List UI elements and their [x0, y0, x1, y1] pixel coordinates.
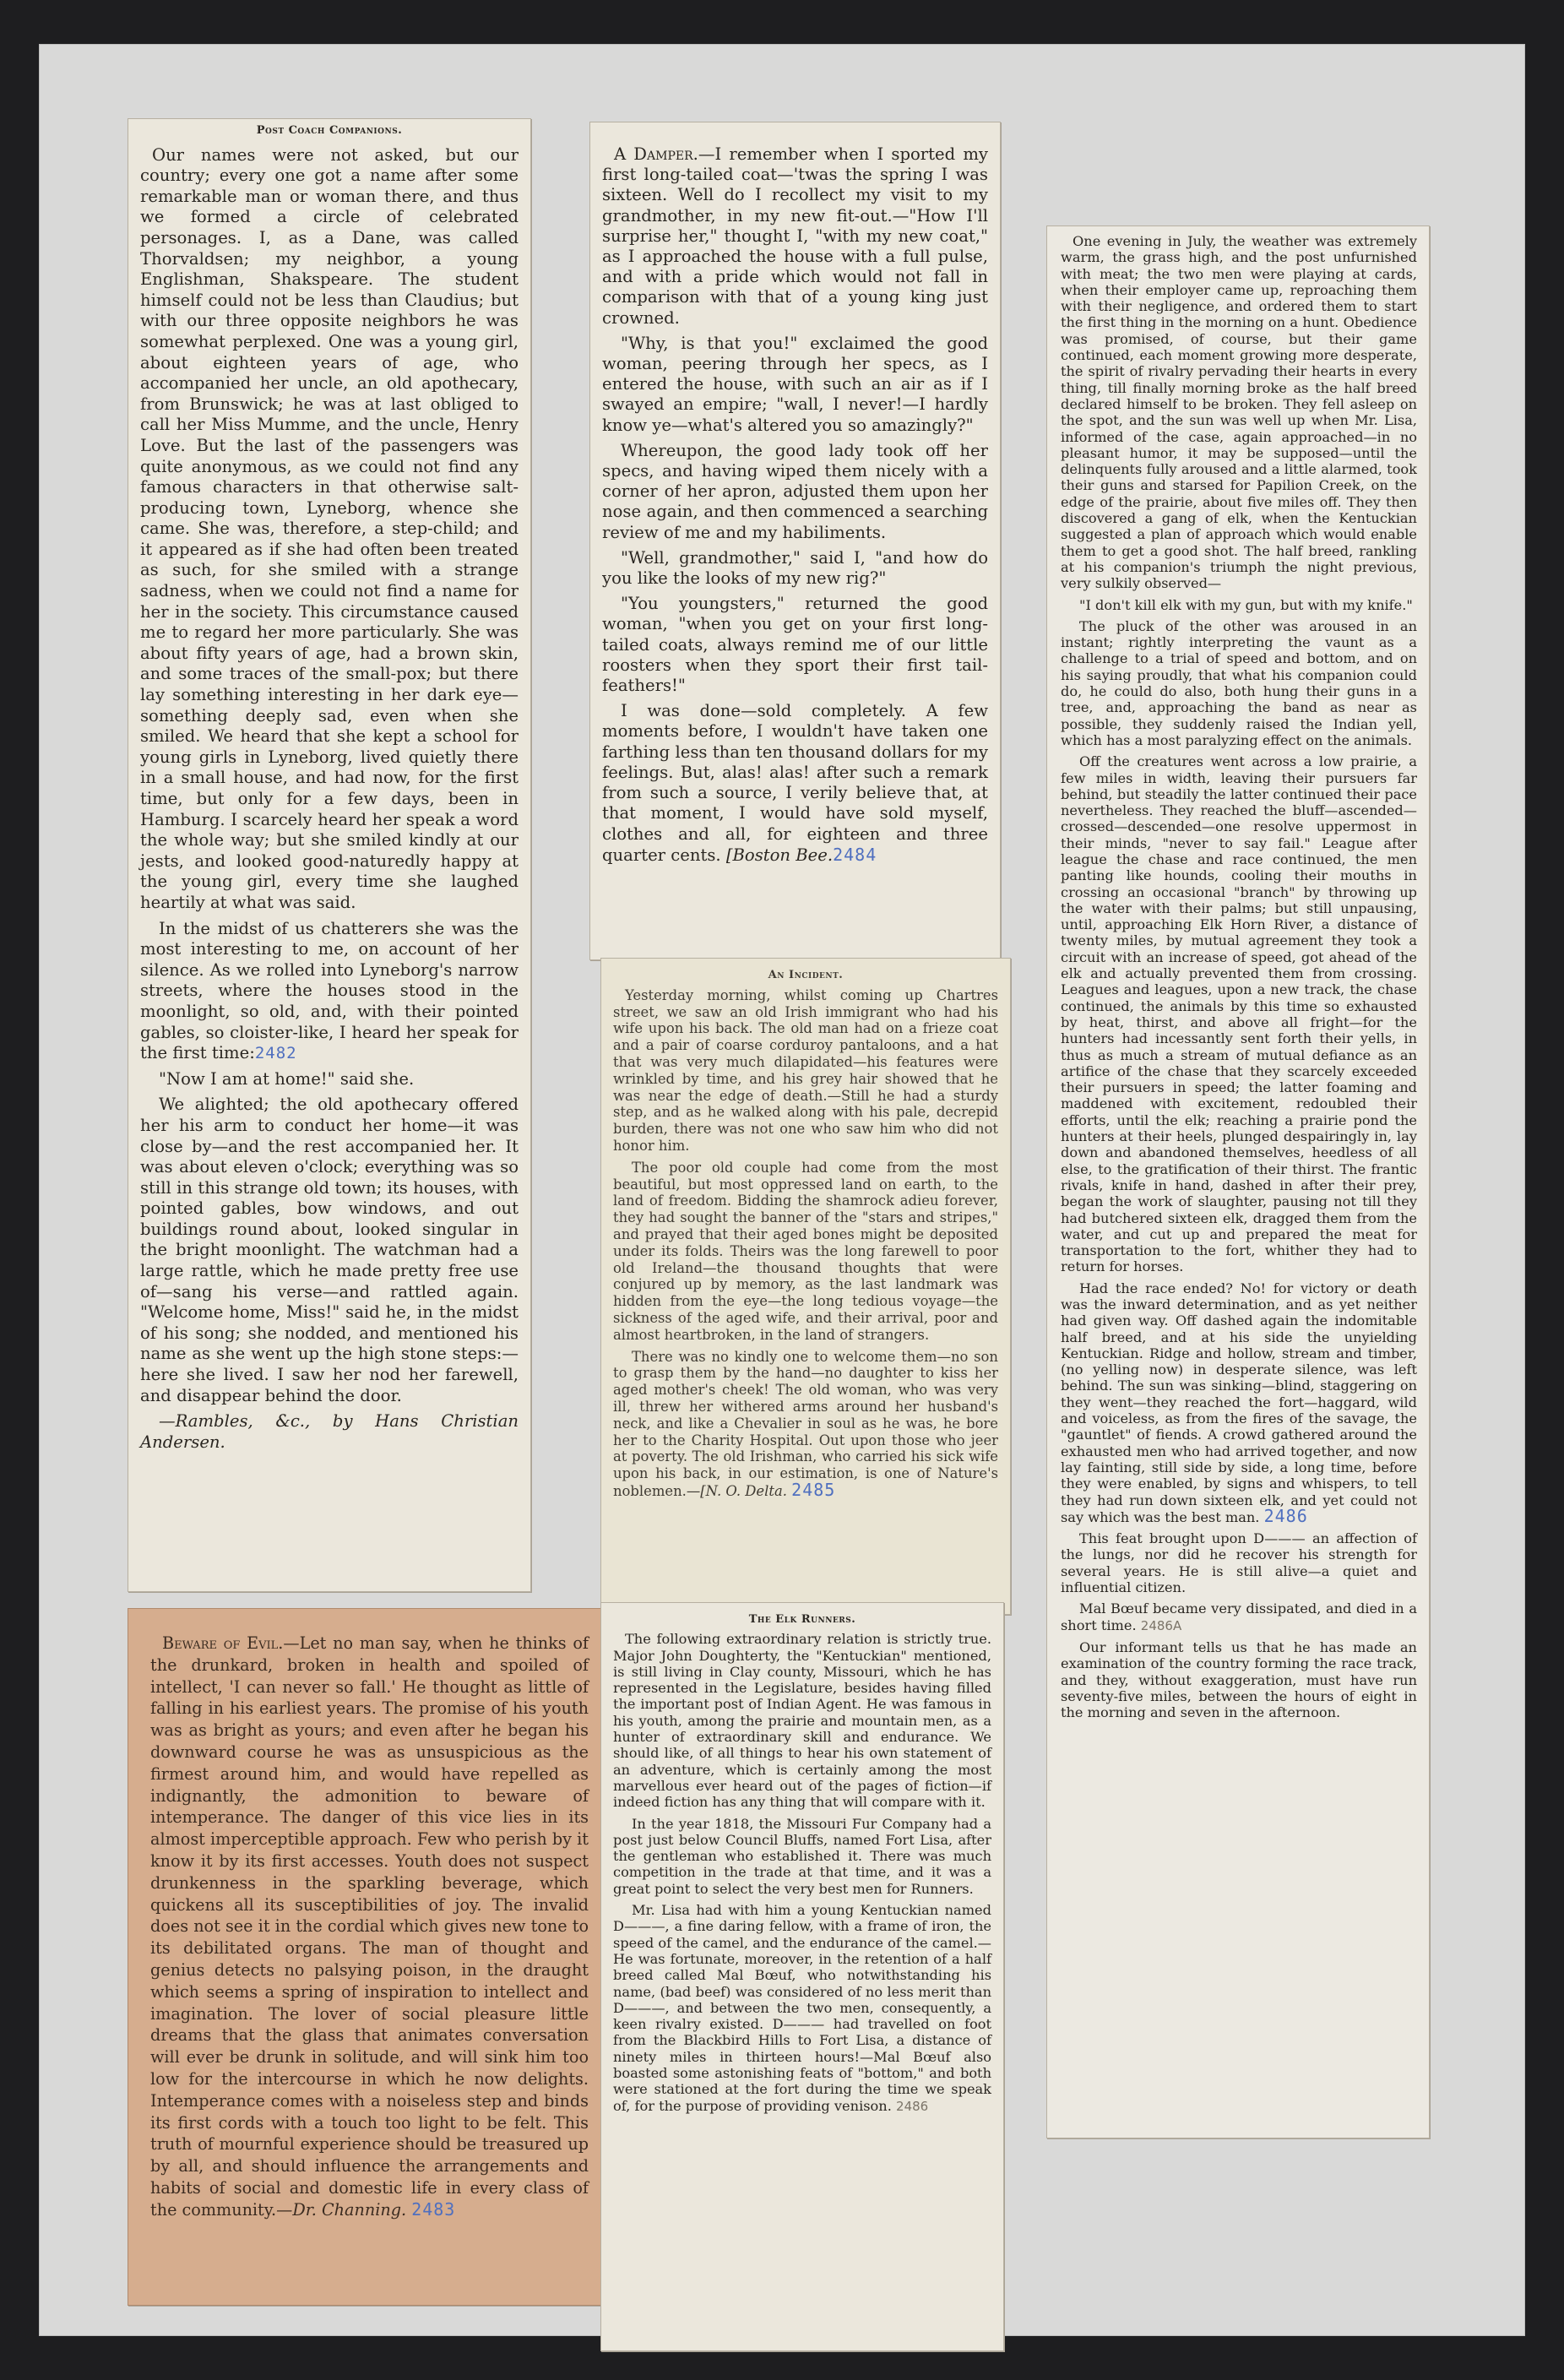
paragraph: Whereupon, the good lady took off her specs, and having wiped them nicely with a corner of her apron, adjusted them upon her nose again, and then commenced a searching review of me and my habiliments.	[602, 440, 988, 542]
paragraph: "I don't kill elk with my gun, but with my knife."	[1079, 596, 1413, 613]
paragraph: "Well, grandmother," said I, "and how do you like the looks of my new rig?"	[602, 547, 988, 589]
paragraph: Had the race ended? No! for victory or death was the inward determination, and as yet neither had given way. Off dashed again the indomitable half breed, and at his side the unyielding Kentuckian. Ridge and hollow, stream and timber, (no yelling now) in desperate silence, was left behind. The sun was sinking—blind, staggering on they went—they reached the fort—haggard, wild and voiceless, as from the fires of the savage, the "gauntlet" of fiends. A crowd gathered around the exhausted men who had arrived together, and now lay fainting, still side by side, a long time, before they were enabled, by signs and whispers, to tell they had run down sixteen elk, and yet could not say which was the best man. 2486	[1061, 1280, 1417, 1526]
clipping-title: An Incident.	[768, 969, 844, 981]
paragraph: "You youngsters," returned the good woman, "when you get on your first long-tailed coats, always remind me of our little roosters when they sport their first tail-feathers!"	[602, 594, 988, 696]
pencil-mark: 2486	[896, 2098, 929, 2114]
paragraph: Mal Bœuf became very dissipated, and died in a short time. 2486A	[1061, 1600, 1417, 1633]
lead-phrase: Beware of Evil.	[162, 1633, 284, 1653]
paragraph: This feat brought upon D——— an affection of the lungs, nor did he recover his strength for several years. He is still alive—a quiet and influential citizen.	[1061, 1530, 1417, 1596]
paragraph: The pluck of the other was aroused in an instant; rightly interpreting the vaunt as a challenge to a trial of speed and bottom, and on his saying proudly, that what his companion could do, he could do also, both hung their guns in a tree, and, approaching the band as near as possible, they suddenly raised the Indian yell, which has a most paralyzing effect on the animals.	[1061, 617, 1417, 748]
paragraph: One evening in July, the weather was extremely warm, the grass high, and the post unfurnished with meat; the two men were playing at cards, when their employer came up, reproaching them with their negligence, and ordered them to start the first thing in the morning on a hunt. Obedience was promised, of course, but their game continued, each moment growing more desperate, the spirit of rivalry pervading their hearts in every thing, till finally morning broke as the half breed declared himself to be broken. They fell asleep on the spot, and the sun was well up when Mr. Lisa, informed of the case, again approached—in no pleasant humor, it may be supposed—until the delinquents fully aroused and a little alarmed, took their guns and starsed for Papilion Creek, on the edge of the prairie, about five miles off. They then discovered a gang of elk, when the Kentuckian suggested a plan of approach which would enable them to get a good shot. The half breed, rankling at his companion's triumph the night previous, very sulkily observed—	[1061, 233, 1417, 592]
paragraph: Off the creatures went across a low prairie, a few miles in width, leaving their pursuers far behind, but steadily the latter continued their pace nevertheless. They reached the bluff—ascended—crossed—descended—one resolve uppermost in their minds, "never to say fail." League after league the chase and race continued, the men panting like hounds, cooling their mouths in crossing an occasional "branch" by throwing up the water with their palms; but still unpausing, until, approaching Elk Horn River, a distance of twenty miles, by mutual agreement they took a circuit with an increase of speed, got ahead of the elk and actually prevented them from crossing. Leagues and leagues, upon a new track, the chase continued, the animals by this time so exhausted by heat, thirst, and above all fright—for the hunters had incessantly sent forth their yells, in thus as much a stream of mutual defiance as an artifice of the chase that they scarcely exceeded their pursuers in speed; the latter foaming and maddened with excitement, redoubled their efforts, until the elk; reaching a prairie pond the hunters at their heels, plunged despairingly in, lay down and abandoned themselves, heedless of all else, to the gratification of their thirst. The frantic rivals, knife in hand, dashed in after their prey, began the work of slaughter, pausing not till they had butchered sixteen elk, dragged them from the water, and cut up and prepared the meat for transportation to the fort, whither they had to return for horses.	[1061, 753, 1417, 1275]
signature: —Dr. Channing.	[276, 2199, 407, 2220]
clipping-number: 2484	[833, 844, 877, 865]
clipping-title: Post Coach Companions.	[256, 124, 403, 137]
clipping-number: 2486	[1263, 1505, 1308, 1526]
signature: [Boston Bee.	[725, 845, 834, 865]
scrapbook-page	[39, 44, 1525, 2336]
signature: —Rambles, &c., by Hans Christian Andersen.	[140, 1411, 519, 1452]
paragraph: Our names were not asked, but our country; every one got a name after some remarkable man or woman there, and thus we formed a circle of celebrated personages. I, as a Dane, was called Thorvaldsen; my neighbor, a young Englishman, Shakspeare. The student himself could not be less than Claudius; but with our three opposite neighbors he was somewhat perplexed. One was a young girl, about eighteen years of age, who accompanied her uncle, an old apothecary, from Brunswick; he was at last obliged to call her Miss Mumme, and the uncle, Henry Love. But the last of the passengers was quite anonymous, as we could not find any famous characters in that otherwise salt-producing town, Lyneborg, whence she came. She was, therefore, a step-child; and it appeared as if she had often been treated as such, for she smiled with a strange sadness, when we could not find a name for her in the society. This circumstance caused me to regard her more particularly. She was about fifty years of age, had a brown skin, and some traces of the small-pox; but there lay something interesting in her dark eye—something deeply sad, even when she smiled. We heard that she kept a school for young girls in Lyneborg, lived quietly there in a small house, and had now, for the first time, but only for a few days, been in Hamburg. I scarcely heard her speak a word the whole way; but she smiled kindly at our jests, and looked good-naturedly happy at the young girl, every time she laughed heartily at what was said.	[140, 144, 519, 912]
paragraph: The poor old couple had come from the most beautiful, but most oppressed land on earth, to the land of freedom. Bidding the shamrock adieu forever, they had sought the banner of the "stars and stripes," and prayed that their aged bones might be deposited under its folds. Theirs was the long farewell to poor old Ireland—the thousand thoughts that were conjured up by memory, as the last landmark was hidden from the eye—the long tedious voyage—the sickness of the aged wife, and their arrival, poor and almost heartbroken, in the land of strangers.	[613, 1159, 998, 1343]
paragraph: A Damper.—I remember when I sported my first long-tailed coat—'twas the spring I was sixteen. Well do I recollect my visit to my grandmother, in my new fit-out.—"How I'll surprise her," thought I, "with my new coat," as I approached the house with a full pulse, and with a pride which would not fall in comparison with that of a young king just crowned.	[602, 144, 988, 328]
clipping-post-coach-companions	[128, 118, 531, 1592]
signature: —[N. O. Delta.	[686, 1482, 787, 1499]
clipping-beware-of-evil	[128, 1608, 606, 2306]
paragraph: In the year 1818, the Missouri Fur Company had a post just below Council Bluffs, named Fort Lisa, after the gentleman who established it. There was much competition in the trade at that time, and it was a great point to select the very best men for Runners.	[613, 1815, 991, 1897]
lead-phrase: A Damper.	[614, 144, 698, 164]
paragraph: Our informant tells us that he has made an examination of the country forming the race track, and they, without exaggeration, must have run seventy-five miles, between the hours of eight in the morning and seven in the afternoon.	[1061, 1638, 1417, 1721]
paragraph: In the midst of us chatterers she was the most interesting to me, on account of her silence. As we rolled into Lyneborg's narrow streets, where the houses stood in the moonlight, so old, and, with their pointed gables, so cloister-like, I heard her speak for the first time:2482	[140, 918, 519, 1063]
paragraph: The following extraordinary relation is strictly true. Major John Doughterty, the "Kentuckian" mentioned, is still living in Clay county, Missouri, which he has represented in the Legislature, besides having filled the important post of Indian Agent. He was famous in his youth, among the prairie and mountain men, as a hunter of extraordinary skill and endurance. We should like, of all things to hear his own statement of an adventure, which is certainly among the most marvellous ever heard out of the pages of fiction—if indeed fiction has any thing that will compare with it.	[613, 1631, 991, 1811]
paragraph: Beware of Evil.—Let no man say, when he thinks of the drunkard, broken in health and spoiled of intellect, 'I can never so fall.' He thought as little of falling in his earliest years. The promise of his youth was as bright as yours; and even after he began his downward course he was as unsuspicious as the firmest around him, and would have repelled as indignantly, the admonition to beware of intemperance. The danger of this vice lies in its almost imperceptible approach. Few who perish by it know it by its first accesses. Youth does not suspect drunkenness in the sparkling beverage, which quickens all its susceptibilities of joy. The invalid does not see it in the cordial which gives new tone to its debilitated organs. The man of thought and genius detects no palsying poison, in the draught which seems a spring of inspiration to intellect and imagination. The lover of social pleasure little dreams that the glass that animates conversation will ever be drunk in solitude, and will sink him too low for the intercourse in which he now delights. Intemperance comes with a noiseless step and binds its first cords with a touch too light to be felt. This truth of mournful experience should be treasured up by all, and should influence the arrangements and habits of social and domestic life in every class of the community.—Dr. Channing. 2483	[150, 1633, 589, 2220]
paragraph: "Why, is that you!" exclaimed the good woman, peering through her specs, as I entered the house, with such an air as if I swayed an empire; "wall, I never!—I hardly know ye—what's altered you so amazingly?"	[602, 333, 988, 435]
clipping-a-damper	[589, 122, 1001, 960]
paragraph: Mr. Lisa had with him a young Kentuckian named D———, a fine daring fellow, with a frame of iron, the speed of the camel, and the endurance of the camel.—He was fortunate, moreover, in the retention of a half breed called Mal Bœuf, who notwithstanding his name, (bad beef) was considered of no less merit than D———, and between the two men, consequently, a keen rivalry existed. D——— had travelled on foot from the Blackbird Hills to Fort Lisa, a distance of ninety miles in thirteen hours!—Mal Bœuf also boasted some astonishing feats of "bottom," and both were stationed at the fort during the time we speak of, for the purpose of providing venison. 2486	[613, 1902, 991, 2114]
clipping-an-incident	[600, 958, 1011, 1615]
clipping-number: 2482	[254, 1044, 297, 1063]
paragraph: There was no kindly one to welcome them—no son to grasp them by the hand—no daughter to kiss her aged mother's cheek! The old woman, who was very ill, threw her withered arms around her husband's neck, and like a Chevalier in soul as he was, he bore her to the Charity Hospital. Out upon those who jeer at poverty. The old Irishman, who carried his sick wife upon his back, in our estimation, is one of Nature's noblemen.—[N. O. Delta. 2485	[613, 1348, 998, 1500]
paragraph: Yesterday morning, whilst coming up Chartres street, we saw an old Irish immigrant who had his wife upon his back. The old man had on a frieze coat and a pair of coarse corduroy pantaloons, and a hat that was very much dilapidated—his features were wrinkled by time, and his grey hair showed that he was near the edge of death.—Still he had a sturdy step, and as he walked along with his pale, decrepid burden, there was not one who saw him who did not honor him.	[613, 986, 998, 1154]
clipping-title: The Elk Runners.	[748, 1613, 856, 1626]
paragraph: I was done—sold completely. A few moments before, I wouldn't have taken one farthing less than ten thousand dollars for my feelings. But, alas! alas! after such a remark from such a source, I verily believe that, at that moment, I would have sold myself, clothes and all, for eighteen and three quarter cents. [Boston Bee.2484	[602, 701, 988, 865]
clipping-the-elk-runners	[600, 1602, 1004, 2351]
clipping-elk-runners-continued	[1046, 226, 1430, 2138]
clipping-number: 2485	[791, 1479, 836, 1500]
paragraph: "Now I am at home!" said she.	[159, 1068, 415, 1089]
clipping-number: 2483	[411, 2198, 456, 2220]
pencil-mark: 2486A	[1140, 1617, 1182, 1633]
paragraph: We alighted; the old apothecary offered her his arm to conduct her home—it was close by—and the rest accompanied her. It was about eleven o'clock; everything was so still in this strange old town; its houses, with pointed gables, bow windows, and out buildings round about, looked singular in the bright moonlight. The watchman had a large rattle, which he made pretty free use of—sang his verse—and rattled again. "Welcome home, Miss!" said he, in the midst of his song; she nodded, and mentioned his name as she went up the high stone steps:—here she lived. I saw her nod her farewell, and disappear behind the door.	[140, 1095, 519, 1405]
